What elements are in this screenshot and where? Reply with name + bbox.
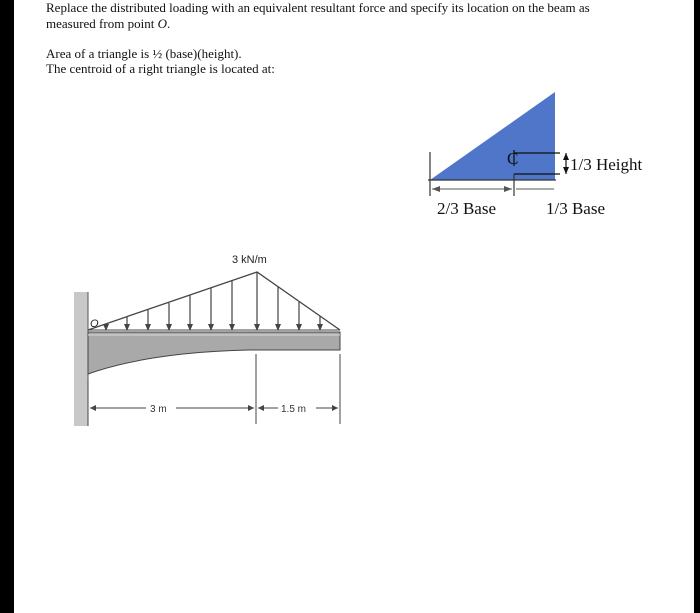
problem-line-1: Replace the distributed loading with an equivalent resultant force and specify its location on the beam as xyxy=(46,0,590,15)
load-arrows xyxy=(103,272,323,331)
centroid-hint: The centroid of a right triangle is located at: xyxy=(46,61,275,76)
two-thirds-base-label: 2/3 Base xyxy=(437,199,497,218)
dim-arrow xyxy=(332,405,338,411)
dim-label-1-5m: 1.5 m xyxy=(281,404,307,415)
wall-support xyxy=(74,292,88,426)
point-o-ref: O xyxy=(157,16,167,31)
dim-arrow xyxy=(258,405,264,411)
dim-arrow xyxy=(248,405,254,411)
dim-arrow xyxy=(90,405,96,411)
problem-line-2-prefix: measured from point xyxy=(46,16,158,31)
load-label: 3 kN/m xyxy=(232,254,267,266)
problem-line-2-suffix: . xyxy=(166,16,171,31)
point-o-label: O xyxy=(90,318,99,330)
centroid-label: C xyxy=(507,149,519,168)
area-hint: Area of a triangle is ½ (base)(height). xyxy=(46,46,242,61)
height-label: 1/3 Height xyxy=(570,155,643,174)
beam-body xyxy=(88,332,340,374)
dim-label-3m: 3 m xyxy=(150,404,167,415)
load-outline xyxy=(88,272,340,330)
one-third-base-label: 1/3 Base xyxy=(546,199,606,218)
